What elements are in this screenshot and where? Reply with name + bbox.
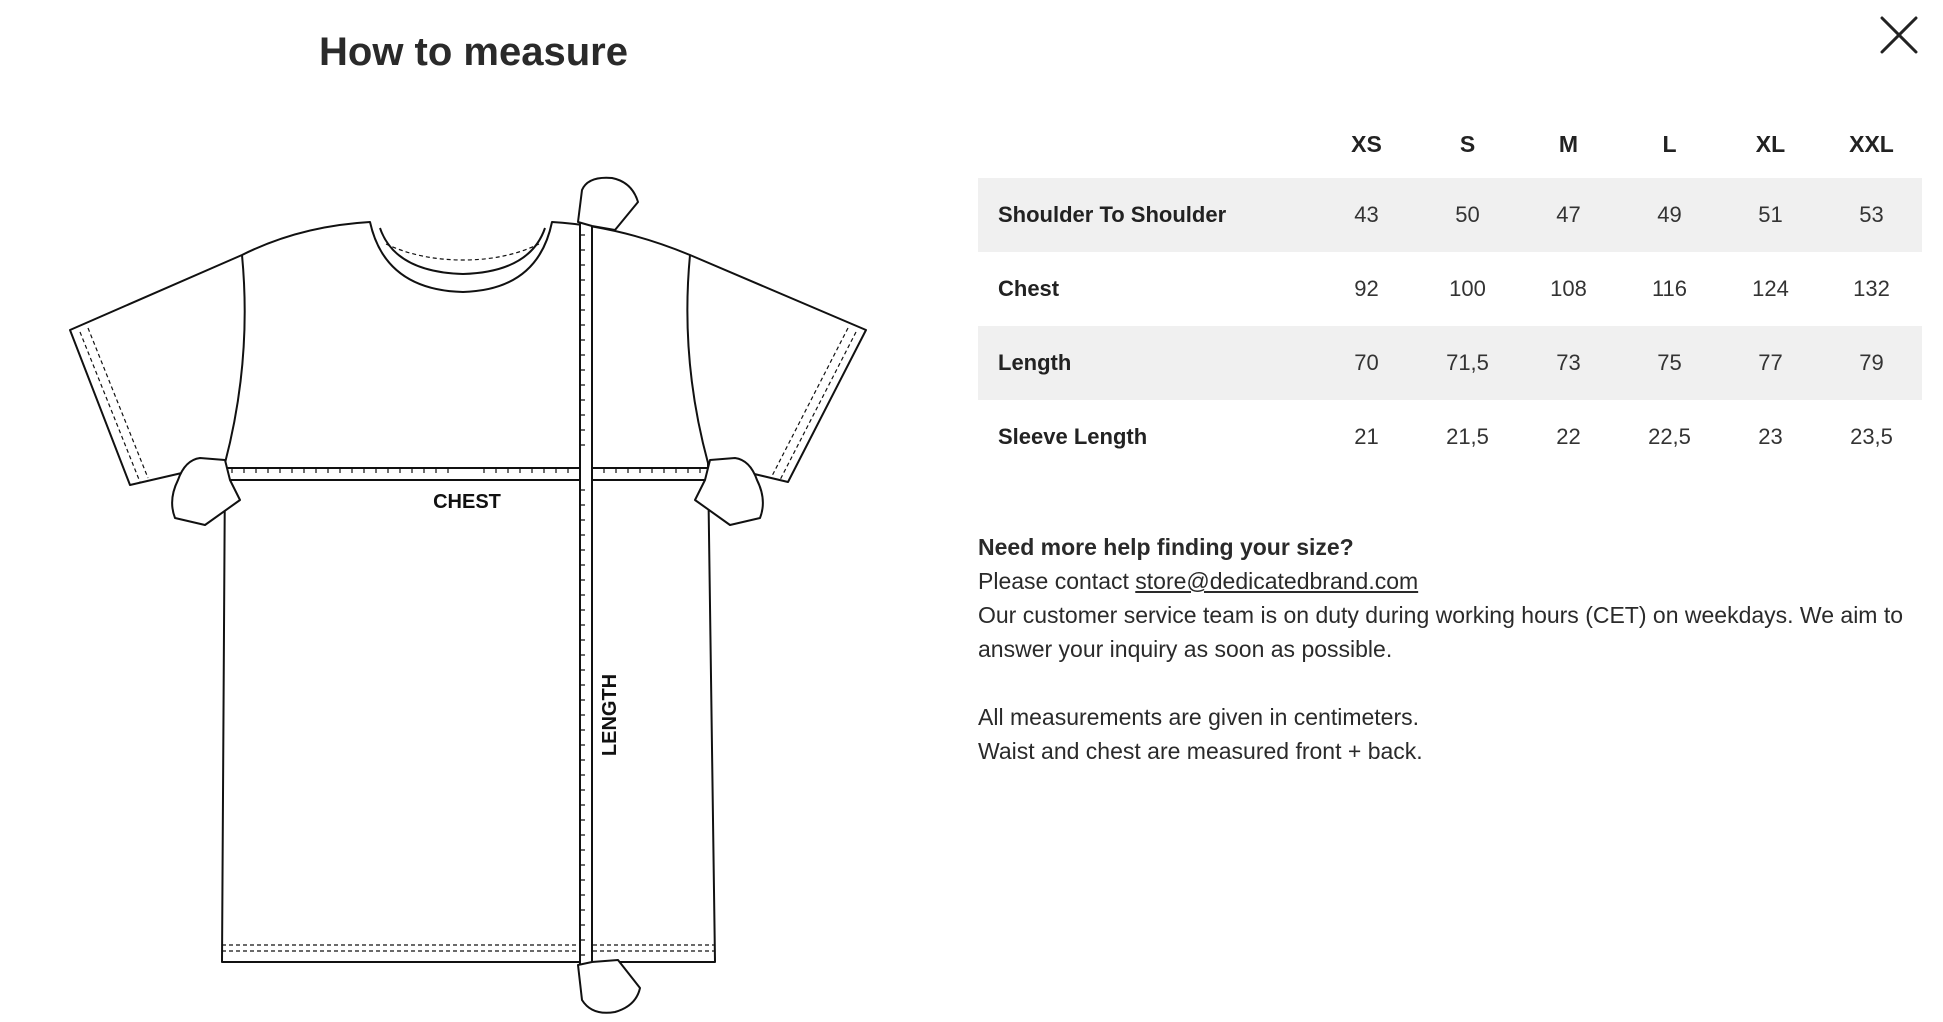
table-cell: 21,5 — [1446, 424, 1489, 449]
row-label: Sleeve Length — [998, 424, 1148, 449]
table-cell: 23 — [1758, 424, 1783, 449]
contact-prefix: Please contact — [978, 568, 1136, 594]
row-label: Length — [978, 326, 1316, 400]
table-cell: 92 — [1354, 276, 1379, 301]
table-cell: 79 — [1821, 326, 1922, 400]
table-cell: 22 — [1556, 424, 1581, 449]
size-chart-table — [978, 110, 1922, 474]
size-header-row — [978, 110, 1922, 178]
table-cell: 132 — [1853, 276, 1890, 301]
table-cell: 116 — [1651, 276, 1688, 301]
service-text: Our customer service team is on duty during working hours (CET) on weekdays. We aim to answer your inquiry as soon as possible. — [978, 602, 1904, 662]
spacer — [978, 666, 1918, 700]
top-hand-icon — [578, 178, 638, 230]
help-heading: Need more help finding your size? — [978, 534, 1354, 560]
table-cell: 70 — [1316, 326, 1417, 400]
table-cell: 124 — [1752, 276, 1789, 301]
table-cell: 43 — [1316, 178, 1417, 252]
table-cell: 47 — [1518, 178, 1619, 252]
length-label: LENGTH — [599, 673, 621, 757]
size-header: M — [1558, 130, 1579, 157]
table-cell: 73 — [1518, 326, 1619, 400]
tshirt-outline — [70, 222, 866, 962]
table-cell: 108 — [1550, 276, 1587, 301]
table-row — [978, 326, 1922, 400]
table-cell: 23,5 — [1850, 424, 1893, 449]
size-header: S — [1459, 130, 1476, 157]
table-cell: 71,5 — [1417, 326, 1518, 400]
table-row — [978, 178, 1922, 252]
bottom-hand-icon — [578, 960, 640, 1013]
header-empty — [978, 110, 1316, 178]
left-sleeve-seam — [225, 255, 245, 463]
chest-label: CHEST — [433, 491, 501, 513]
table-cell: 21 — [1354, 424, 1379, 449]
measure-note: Waist and chest are measured front + back. — [978, 738, 1423, 764]
row-label: Shoulder To Shoulder — [978, 178, 1316, 252]
page-title: How to measure — [319, 30, 628, 74]
measure-note: All measurements are given in centimeters. — [978, 704, 1420, 730]
table-cell: 77 — [1720, 326, 1821, 400]
contact-email-link[interactable]: store@dedicatedbrand.com — [1135, 568, 1419, 594]
tshirt-collar — [380, 228, 545, 274]
size-header: XL — [1755, 130, 1786, 157]
table-cell: 51 — [1720, 178, 1821, 252]
table-cell: 49 — [1619, 178, 1720, 252]
chest-measuring-tape — [222, 468, 710, 480]
size-header: XXL — [1849, 130, 1894, 157]
table-row — [978, 252, 1922, 326]
tshirt-measure-illustration — [0, 160, 960, 1020]
size-header: L — [1662, 130, 1677, 157]
length-measuring-tape — [580, 222, 592, 970]
size-header: XS — [1351, 130, 1382, 157]
close-icon[interactable] — [1878, 14, 1920, 56]
right-sleeve-seam — [687, 255, 708, 463]
help-section — [978, 530, 1918, 768]
table-cell: 100 — [1449, 276, 1486, 301]
table-cell: 75 — [1619, 326, 1720, 400]
contact-line — [978, 564, 1918, 598]
table-row — [978, 400, 1922, 474]
table-cell: 53 — [1821, 178, 1922, 252]
table-cell: 22,5 — [1648, 424, 1691, 449]
table-cell: 50 — [1417, 178, 1518, 252]
row-label: Chest — [998, 276, 1060, 301]
